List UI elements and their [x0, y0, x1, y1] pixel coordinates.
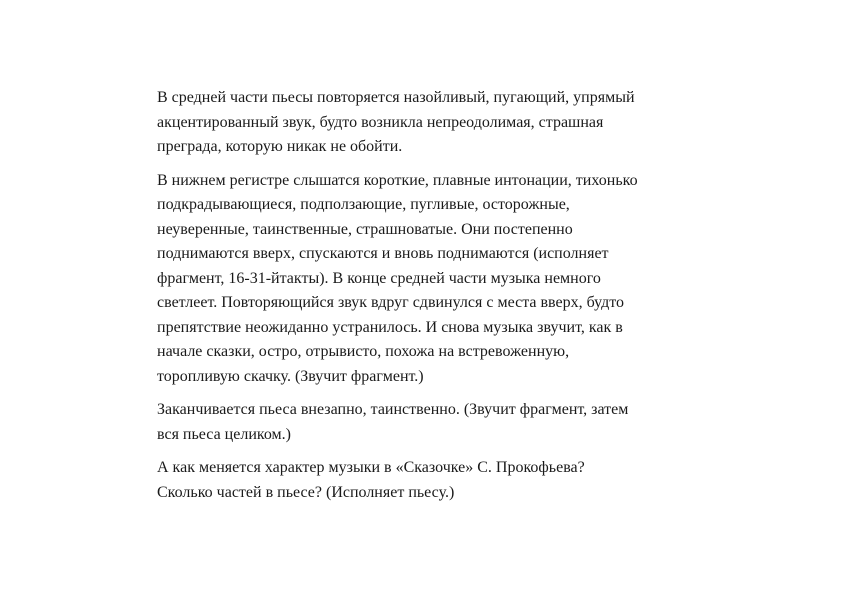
- text-line: Заканчивается пьеса внезапно, таинственно. (Звучит фрагмент, затем: [157, 401, 629, 418]
- text-line: фрагмент, 16-31-йтакты). В конце средней части музыка немного: [157, 269, 601, 287]
- text-line: препятствие неожиданно устранилось. И снова музыка звучит, как в: [157, 318, 623, 336]
- document-body: [157, 86, 717, 514]
- text-line: торопливую скачку. (Звучит фрагмент.): [157, 367, 424, 385]
- text-line: В средней части пьесы повторяется назойливый, пугающий, упрямый: [157, 89, 635, 106]
- text-line: неуверенные, таинственные, страшноватые. Они постепенно: [157, 220, 573, 238]
- paragraph-3: [157, 398, 717, 447]
- text-line: акцентированный звук, будто возникла непреодолимая, страшная: [157, 113, 604, 131]
- text-line: преграда, которую никак не обойти.: [157, 138, 403, 155]
- paragraph-4: [157, 456, 717, 505]
- text-line: вся пьеса целиком.): [157, 425, 291, 443]
- text-line: подкрадывающиеся, подползающие, пугливые, осторожные,: [157, 196, 570, 213]
- text-line: поднимаются вверх, спускаются и вновь поднимаются (исполняет: [157, 245, 609, 262]
- text-line: Сколько частей в пьесе? (Исполняет пьесу.): [157, 483, 455, 501]
- text-line: В нижнем регистре слышатся короткие, плавные интонации, тихонько: [157, 171, 638, 189]
- paragraph-2: [157, 169, 717, 390]
- paragraph-1: [157, 86, 717, 160]
- text-line: светлеет. Повторяющийся звук вдруг сдвинулся с места вверх, будто: [157, 294, 625, 311]
- text-line: А как меняется характер музыки в «Сказочке» С. Прокофьева?: [157, 459, 585, 476]
- text-line: начале сказки, остро, отрывисто, похожа на встревоженную,: [157, 343, 570, 360]
